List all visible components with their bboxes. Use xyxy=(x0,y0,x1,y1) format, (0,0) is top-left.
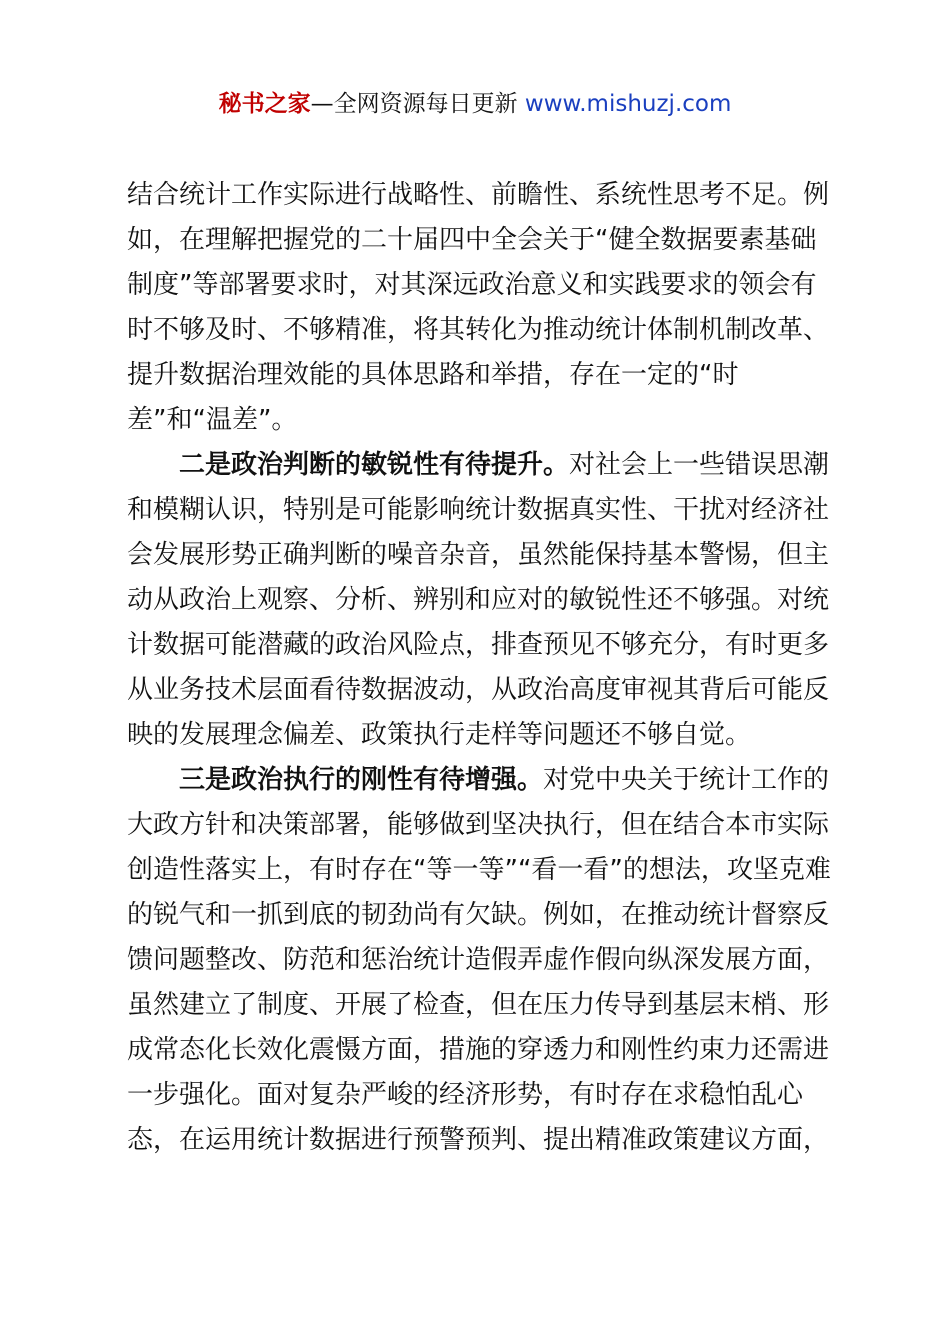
paragraph-political-execution xyxy=(127,758,837,1163)
header-slogan: —全网资源每日更新 xyxy=(310,91,525,117)
header-brand: 秘书之家 xyxy=(218,91,311,117)
paragraph-heading: 二是政治判断的敏锐性有待提升。 xyxy=(179,450,570,480)
paragraph-heading: 三是政治执行的刚性有待增强。 xyxy=(179,765,544,795)
paragraph-text: 对社会上一些错误思潮和模糊认识，特别是可能影响统计数据真实性、干扰对经济社会发展形势正确判断的噪音杂音，虽然能保持基本警惕，但主动从政治上观察、分析、辨别和应对的敏锐性还不够强。对统计数据可能潜藏的政治风险点，排查预见不够充分，有时更多从业务技术层面看待数据波动，从政治高度审视其背后可能反映的发展理念偏差、政策执行走样等问题还不够自觉。 xyxy=(127,450,830,750)
page-header xyxy=(0,86,950,122)
header-site-link[interactable]: www.mishuzj.com xyxy=(524,91,732,117)
paragraph-political-judgment xyxy=(127,443,837,758)
paragraph-text: 结合统计工作实际进行战略性、前瞻性、系统性思考不足。例如，在理解把握党的二十届四中全会关于“健全数据要素基础制度”等部署要求时，对其深远政治意义和实践要求的领会有时不够及时、不够精准，将其转化为推动统计体制机制改革、提升数据治理效能的具体思路和举措，存在一定的“时差”和“温差”。 xyxy=(127,180,830,435)
paragraph-text: 对党中央关于统计工作的大政方针和决策部署，能够做到坚决执行，但在结合本市实际创造性落实上，有时存在“等一等”“看一看”的想法，攻坚克难的锐气和一抓到底的韧劲尚有欠缺。例如，在推动统计督察反馈问题整改、防范和惩治统计造假弄虚作假向纵深发展方面，虽然建立了制度、开展了检查，但在压力传导到基层末梢、形成常态化长效化震慑方面，措施的穿透力和刚性约束力还需进一步强化。面对复杂严峻的经济形势，有时存在求稳怕乱心态，在运用统计数据进行预警预判、提出精准政策建议方面， xyxy=(127,765,831,1155)
paragraph-continuation xyxy=(127,173,837,443)
document-body xyxy=(127,173,837,1163)
